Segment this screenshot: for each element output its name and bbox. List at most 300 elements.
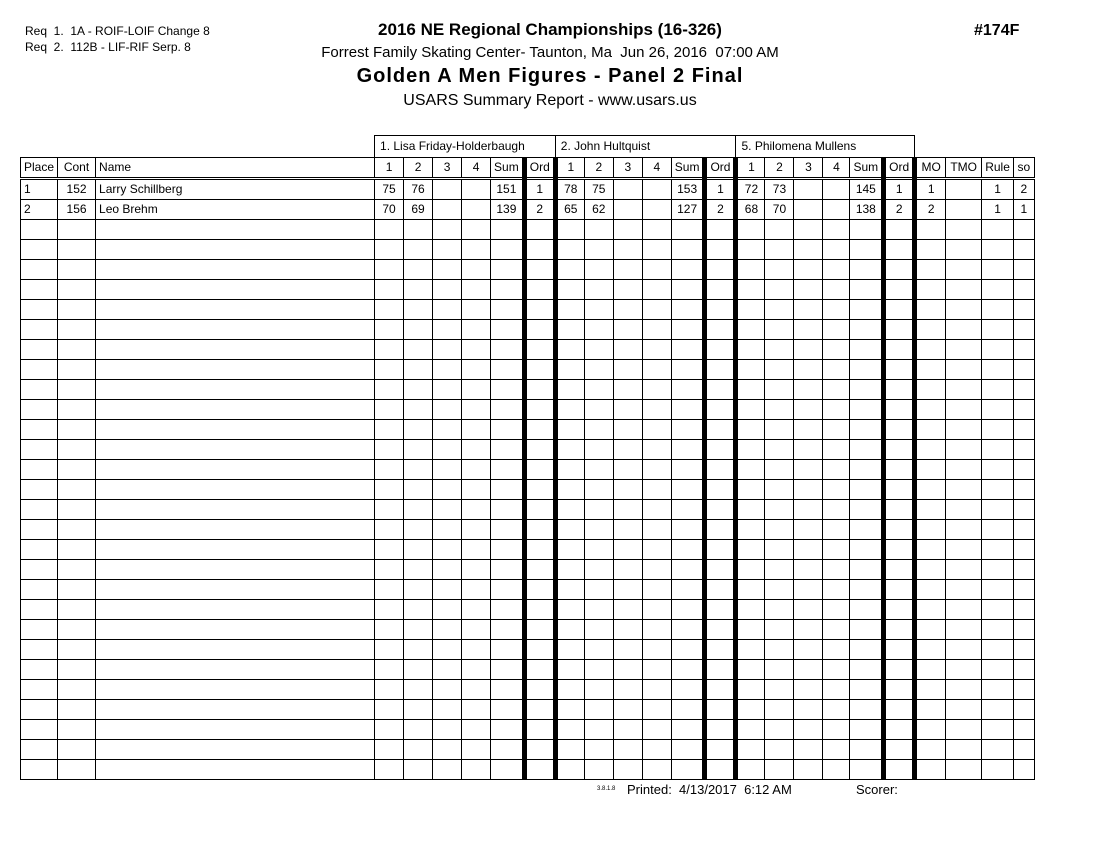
- cell-judge2-score1: [555, 620, 584, 640]
- empty-row: [21, 640, 1035, 660]
- cell-rule: [982, 660, 1014, 680]
- cell-judge2-sum: [671, 380, 705, 400]
- cell-judge1-score4: [462, 420, 491, 440]
- cell-judge2-ord: [705, 700, 736, 720]
- cell-mo: [915, 480, 946, 500]
- cell-place: 1: [21, 179, 58, 200]
- cell-judge3-score2: [765, 560, 794, 580]
- cell-name: [96, 600, 375, 620]
- cell-judge2-sum: [671, 220, 705, 240]
- cell-place: [21, 700, 58, 720]
- cell-judge3-sum: [850, 260, 884, 280]
- cell-judge3-sum: [850, 680, 884, 700]
- requirement-line-1: Req 1. 1A - ROIF-LOIF Change 8: [25, 24, 210, 38]
- cell-judge3-score1: [736, 220, 765, 240]
- cell-so: [1013, 700, 1034, 720]
- cell-judge1-sum: [491, 300, 525, 320]
- cell-judge2-sum: [671, 700, 705, 720]
- cell-judge2-score4: [642, 179, 671, 200]
- cell-judge1-score2: [404, 620, 433, 640]
- cell-judge2-score3: [613, 280, 642, 300]
- cell-judge1-ord: [524, 700, 555, 720]
- cell-judge3-sum: [850, 420, 884, 440]
- cell-judge1-sum: [491, 480, 525, 500]
- col-header-j2-s3: 3: [613, 158, 642, 179]
- cell-judge1-score3: [433, 700, 462, 720]
- empty-row: [21, 660, 1035, 680]
- cell-judge2-score4: [642, 520, 671, 540]
- cell-judge1-score3: [433, 200, 462, 220]
- cell-name: [96, 560, 375, 580]
- cell-judge1-score3: [433, 560, 462, 580]
- cell-judge2-score4: [642, 700, 671, 720]
- requirement-line-2: Req 2. 112B - LIF-RIF Serp. 8: [25, 40, 191, 54]
- cell-judge3-ord: [884, 520, 915, 540]
- cell-judge3-ord: [884, 540, 915, 560]
- cell-judge1-score4: [462, 220, 491, 240]
- cell-judge3-ord: [884, 600, 915, 620]
- cell-judge2-score3: [613, 420, 642, 440]
- cell-mo: [915, 580, 946, 600]
- cell-judge1-score4: [462, 560, 491, 580]
- col-header-place: Place: [21, 158, 58, 179]
- cell-judge3-score4: [823, 460, 850, 480]
- cell-rule: [982, 760, 1014, 780]
- cell-judge2-ord: 1: [705, 179, 736, 200]
- cell-judge3-score3: [794, 740, 823, 760]
- cell-judge1-score2: [404, 240, 433, 260]
- cell-judge3-sum: [850, 220, 884, 240]
- cell-name: [96, 340, 375, 360]
- cell-mo: [915, 280, 946, 300]
- cell-judge2-ord: [705, 440, 736, 460]
- cell-so: [1013, 660, 1034, 680]
- cell-name: [96, 740, 375, 760]
- empty-row: [21, 680, 1035, 700]
- cell-judge2-sum: [671, 240, 705, 260]
- cell-cont: 152: [58, 179, 96, 200]
- cell-judge2-score2: [584, 440, 613, 460]
- cell-judge1-score2: [404, 220, 433, 240]
- cell-judge1-ord: [524, 380, 555, 400]
- cell-place: [21, 620, 58, 640]
- empty-row: [21, 280, 1035, 300]
- cell-judge3-score4: [823, 360, 850, 380]
- cell-so: [1013, 320, 1034, 340]
- cell-place: [21, 340, 58, 360]
- cell-judge1-score1: [375, 680, 404, 700]
- cell-judge3-score3: [794, 560, 823, 580]
- cell-judge1-score3: [433, 440, 462, 460]
- col-header-cont: Cont: [58, 158, 96, 179]
- cell-judge3-score3: [794, 420, 823, 440]
- empty-row: [21, 540, 1035, 560]
- cell-judge3-score4: [823, 580, 850, 600]
- cell-rule: [982, 220, 1014, 240]
- cell-name: [96, 700, 375, 720]
- cell-judge2-score4: [642, 300, 671, 320]
- cell-judge3-score3: [794, 520, 823, 540]
- cell-place: [21, 440, 58, 460]
- cell-judge3-score4: [823, 680, 850, 700]
- cell-judge3-score3: [794, 300, 823, 320]
- cell-place: [21, 220, 58, 240]
- cell-tmo: [946, 680, 982, 700]
- cell-judge2-score1: [555, 460, 584, 480]
- cell-rule: [982, 440, 1014, 460]
- cell-judge2-score1: [555, 600, 584, 620]
- cell-judge1-ord: [524, 720, 555, 740]
- cell-place: [21, 400, 58, 420]
- cell-judge3-score1: [736, 300, 765, 320]
- cell-judge1-score2: [404, 740, 433, 760]
- cell-judge3-score2: [765, 460, 794, 480]
- cell-judge1-ord: [524, 460, 555, 480]
- cell-judge2-score3: [613, 740, 642, 760]
- cell-judge2-sum: 153: [671, 179, 705, 200]
- cell-judge3-score4: [823, 420, 850, 440]
- cell-cont: [58, 600, 96, 620]
- cell-judge2-score3: [613, 560, 642, 580]
- cell-judge3-score4: [823, 380, 850, 400]
- cell-judge3-score3: [794, 660, 823, 680]
- cell-judge3-sum: [850, 700, 884, 720]
- cell-judge3-sum: 138: [850, 200, 884, 220]
- cell-place: [21, 520, 58, 540]
- cell-judge3-score2: [765, 360, 794, 380]
- col-header-j1-ord: Ord: [524, 158, 555, 179]
- cell-judge2-score4: [642, 260, 671, 280]
- cell-judge1-score1: [375, 740, 404, 760]
- cell-judge2-score3: [613, 540, 642, 560]
- cell-judge2-sum: [671, 640, 705, 660]
- cell-so: [1013, 720, 1034, 740]
- cell-judge1-score4: [462, 179, 491, 200]
- empty-row: [21, 580, 1035, 600]
- cell-judge1-score2: [404, 500, 433, 520]
- col-header-j3-s2: 2: [765, 158, 794, 179]
- cell-judge3-score1: [736, 600, 765, 620]
- cell-judge3-ord: [884, 400, 915, 420]
- results-table: [20, 135, 1035, 780]
- cell-judge2-sum: [671, 660, 705, 680]
- cell-judge1-score2: [404, 580, 433, 600]
- cell-cont: [58, 400, 96, 420]
- cell-tmo: [946, 620, 982, 640]
- cell-judge2-score1: [555, 440, 584, 460]
- empty-row: [21, 460, 1035, 480]
- cell-judge1-score1: [375, 380, 404, 400]
- cell-judge3-score4: [823, 200, 850, 220]
- empty-row: [21, 500, 1035, 520]
- cell-judge1-ord: [524, 520, 555, 540]
- cell-judge1-sum: [491, 560, 525, 580]
- cell-judge2-score3: [613, 580, 642, 600]
- cell-mo: [915, 640, 946, 660]
- cell-judge1-ord: [524, 220, 555, 240]
- cell-rule: [982, 520, 1014, 540]
- cell-rule: 1: [982, 200, 1014, 220]
- cell-judge2-ord: [705, 640, 736, 660]
- cell-judge2-ord: [705, 300, 736, 320]
- cell-judge3-ord: [884, 220, 915, 240]
- cell-judge1-score3: [433, 240, 462, 260]
- cell-so: [1013, 520, 1034, 540]
- cell-judge1-ord: [524, 400, 555, 420]
- cell-judge3-score3: [794, 480, 823, 500]
- cell-rule: [982, 360, 1014, 380]
- cell-judge2-sum: [671, 280, 705, 300]
- cell-judge1-score4: [462, 480, 491, 500]
- cell-judge2-score1: [555, 680, 584, 700]
- cell-so: [1013, 380, 1034, 400]
- cell-judge2-ord: [705, 400, 736, 420]
- cell-judge1-score4: [462, 380, 491, 400]
- cell-place: [21, 360, 58, 380]
- cell-judge3-score2: [765, 520, 794, 540]
- cell-judge2-ord: [705, 360, 736, 380]
- cell-tmo: [946, 660, 982, 680]
- cell-so: [1013, 300, 1034, 320]
- cell-judge3-ord: [884, 440, 915, 460]
- cell-judge2-score3: [613, 480, 642, 500]
- cell-judge2-score2: [584, 560, 613, 580]
- cell-place: [21, 720, 58, 740]
- cell-judge2-score1: [555, 400, 584, 420]
- cell-name: [96, 540, 375, 560]
- cell-rule: [982, 700, 1014, 720]
- cell-rule: [982, 720, 1014, 740]
- cell-judge2-score2: [584, 280, 613, 300]
- cell-name: [96, 400, 375, 420]
- cell-judge2-ord: [705, 280, 736, 300]
- cell-judge3-score4: [823, 440, 850, 460]
- cell-judge2-sum: [671, 400, 705, 420]
- cell-judge3-score1: [736, 320, 765, 340]
- cell-judge1-ord: [524, 560, 555, 580]
- cell-judge1-ord: [524, 540, 555, 560]
- col-header-name: Name: [96, 158, 375, 179]
- cell-judge3-sum: [850, 340, 884, 360]
- cell-judge3-ord: [884, 560, 915, 580]
- cell-rule: [982, 320, 1014, 340]
- cell-judge3-sum: [850, 300, 884, 320]
- cell-so: [1013, 540, 1034, 560]
- cell-judge2-score3: [613, 600, 642, 620]
- cell-judge3-score2: [765, 700, 794, 720]
- cell-so: [1013, 220, 1034, 240]
- empty-row: [21, 560, 1035, 580]
- cell-judge1-sum: [491, 440, 525, 460]
- cell-judge3-score1: [736, 560, 765, 580]
- cell-name: [96, 660, 375, 680]
- cell-place: [21, 420, 58, 440]
- cell-tmo: [946, 400, 982, 420]
- cell-judge3-sum: [850, 400, 884, 420]
- cell-judge2-sum: [671, 760, 705, 780]
- cell-cont: [58, 240, 96, 260]
- cell-judge2-score3: [613, 700, 642, 720]
- cell-judge3-score3: [794, 380, 823, 400]
- cell-judge3-score3: [794, 440, 823, 460]
- cell-cont: [58, 660, 96, 680]
- cell-judge1-ord: [524, 440, 555, 460]
- event-title: Golden A Men Figures - Panel 2 Final: [356, 65, 744, 87]
- cell-tmo: [946, 720, 982, 740]
- cell-judge1-ord: [524, 580, 555, 600]
- cell-judge1-sum: [491, 420, 525, 440]
- cell-mo: [915, 520, 946, 540]
- cell-judge3-score2: [765, 620, 794, 640]
- cell-judge3-sum: [850, 580, 884, 600]
- cell-judge2-score1: 65: [555, 200, 584, 220]
- cell-judge3-score3: [794, 680, 823, 700]
- cell-judge2-score2: [584, 240, 613, 260]
- cell-judge3-score2: [765, 660, 794, 680]
- empty-row: [21, 480, 1035, 500]
- cell-judge1-score1: [375, 480, 404, 500]
- cell-judge3-score4: [823, 760, 850, 780]
- cell-name: [96, 580, 375, 600]
- cell-tmo: [946, 460, 982, 480]
- cell-judge2-sum: [671, 440, 705, 460]
- cell-judge1-score1: [375, 340, 404, 360]
- cell-mo: [915, 460, 946, 480]
- cell-judge1-score3: [433, 680, 462, 700]
- cell-judge1-score2: [404, 320, 433, 340]
- cell-judge1-sum: [491, 280, 525, 300]
- cell-judge3-sum: [850, 360, 884, 380]
- printed-timestamp: Printed: 4/13/2017 6:12 AM: [627, 782, 792, 797]
- empty-row: [21, 260, 1035, 280]
- cell-cont: [58, 700, 96, 720]
- cell-cont: [58, 300, 96, 320]
- cell-judge3-score3: [794, 179, 823, 200]
- cell-name: [96, 620, 375, 640]
- cell-judge2-score4: [642, 560, 671, 580]
- cell-so: [1013, 620, 1034, 640]
- cell-judge3-score4: [823, 300, 850, 320]
- cell-mo: [915, 600, 946, 620]
- cell-judge3-score1: [736, 700, 765, 720]
- col-header-j3-sum: Sum: [850, 158, 884, 179]
- cell-judge3-sum: [850, 380, 884, 400]
- cell-judge1-score2: [404, 480, 433, 500]
- cell-judge3-score1: [736, 420, 765, 440]
- cell-judge3-score4: [823, 740, 850, 760]
- cell-judge1-sum: 151: [491, 179, 525, 200]
- cell-judge1-score1: [375, 600, 404, 620]
- cell-judge3-score2: [765, 600, 794, 620]
- cell-judge2-ord: [705, 620, 736, 640]
- cell-judge1-score3: [433, 620, 462, 640]
- cell-judge2-score2: [584, 720, 613, 740]
- cell-rule: [982, 560, 1014, 580]
- cell-judge1-ord: [524, 280, 555, 300]
- judge-1-name-box: 1. Lisa Friday-Holderbaugh: [375, 136, 556, 158]
- scorer-label: Scorer:: [856, 782, 898, 797]
- cell-place: [21, 480, 58, 500]
- cell-cont: [58, 640, 96, 660]
- cell-rule: [982, 740, 1014, 760]
- cell-judge1-ord: [524, 760, 555, 780]
- cell-judge1-score1: [375, 520, 404, 540]
- cell-judge3-score3: [794, 460, 823, 480]
- cell-judge2-score4: [642, 400, 671, 420]
- cell-judge3-score1: [736, 500, 765, 520]
- cell-rule: [982, 500, 1014, 520]
- cell-judge3-ord: [884, 300, 915, 320]
- cell-mo: [915, 380, 946, 400]
- cell-judge2-score2: [584, 540, 613, 560]
- col-header-j1-sum: Sum: [491, 158, 525, 179]
- cell-judge1-ord: [524, 660, 555, 680]
- cell-judge3-score4: [823, 500, 850, 520]
- cell-judge3-sum: [850, 620, 884, 640]
- cell-judge2-score4: [642, 740, 671, 760]
- cell-so: [1013, 760, 1034, 780]
- cell-cont: [58, 320, 96, 340]
- cell-judge1-score3: [433, 380, 462, 400]
- cell-cont: [58, 740, 96, 760]
- cell-judge1-score1: 70: [375, 200, 404, 220]
- column-header-row: [21, 158, 1035, 179]
- cell-judge1-sum: [491, 620, 525, 640]
- cell-judge2-sum: [671, 600, 705, 620]
- cell-judge2-sum: [671, 260, 705, 280]
- cell-judge2-score2: [584, 660, 613, 680]
- cell-judge2-sum: [671, 560, 705, 580]
- cell-judge1-sum: [491, 580, 525, 600]
- col-header-j1-s3: 3: [433, 158, 462, 179]
- cell-judge1-sum: [491, 600, 525, 620]
- cell-judge1-sum: [491, 700, 525, 720]
- col-header-rule: Rule: [982, 158, 1014, 179]
- cell-judge2-ord: [705, 580, 736, 600]
- cell-judge2-score4: [642, 480, 671, 500]
- cell-judge1-score1: [375, 580, 404, 600]
- cell-judge3-ord: 2: [884, 200, 915, 220]
- cell-judge3-ord: [884, 380, 915, 400]
- cell-judge1-score3: [433, 340, 462, 360]
- cell-judge3-score1: [736, 360, 765, 380]
- cell-mo: 1: [915, 179, 946, 200]
- title-block: [0, 20, 1100, 110]
- cell-judge1-score1: [375, 220, 404, 240]
- cell-rule: [982, 240, 1014, 260]
- cell-judge2-score2: [584, 700, 613, 720]
- cell-judge1-score4: [462, 700, 491, 720]
- cell-mo: [915, 220, 946, 240]
- cell-judge3-score3: [794, 720, 823, 740]
- col-header-j1-s4: 4: [462, 158, 491, 179]
- cell-judge2-score4: [642, 440, 671, 460]
- cell-judge1-score1: [375, 500, 404, 520]
- cell-judge1-score4: [462, 200, 491, 220]
- cell-judge2-score3: [613, 400, 642, 420]
- cell-judge1-score2: [404, 460, 433, 480]
- cell-judge2-score4: [642, 600, 671, 620]
- cell-so: [1013, 640, 1034, 660]
- cell-judge2-score3: [613, 440, 642, 460]
- cell-judge1-ord: [524, 360, 555, 380]
- cell-judge1-score4: [462, 740, 491, 760]
- cell-judge1-score4: [462, 340, 491, 360]
- cell-cont: [58, 420, 96, 440]
- cell-name: [96, 640, 375, 660]
- cell-judge2-score2: [584, 460, 613, 480]
- cell-cont: [58, 560, 96, 580]
